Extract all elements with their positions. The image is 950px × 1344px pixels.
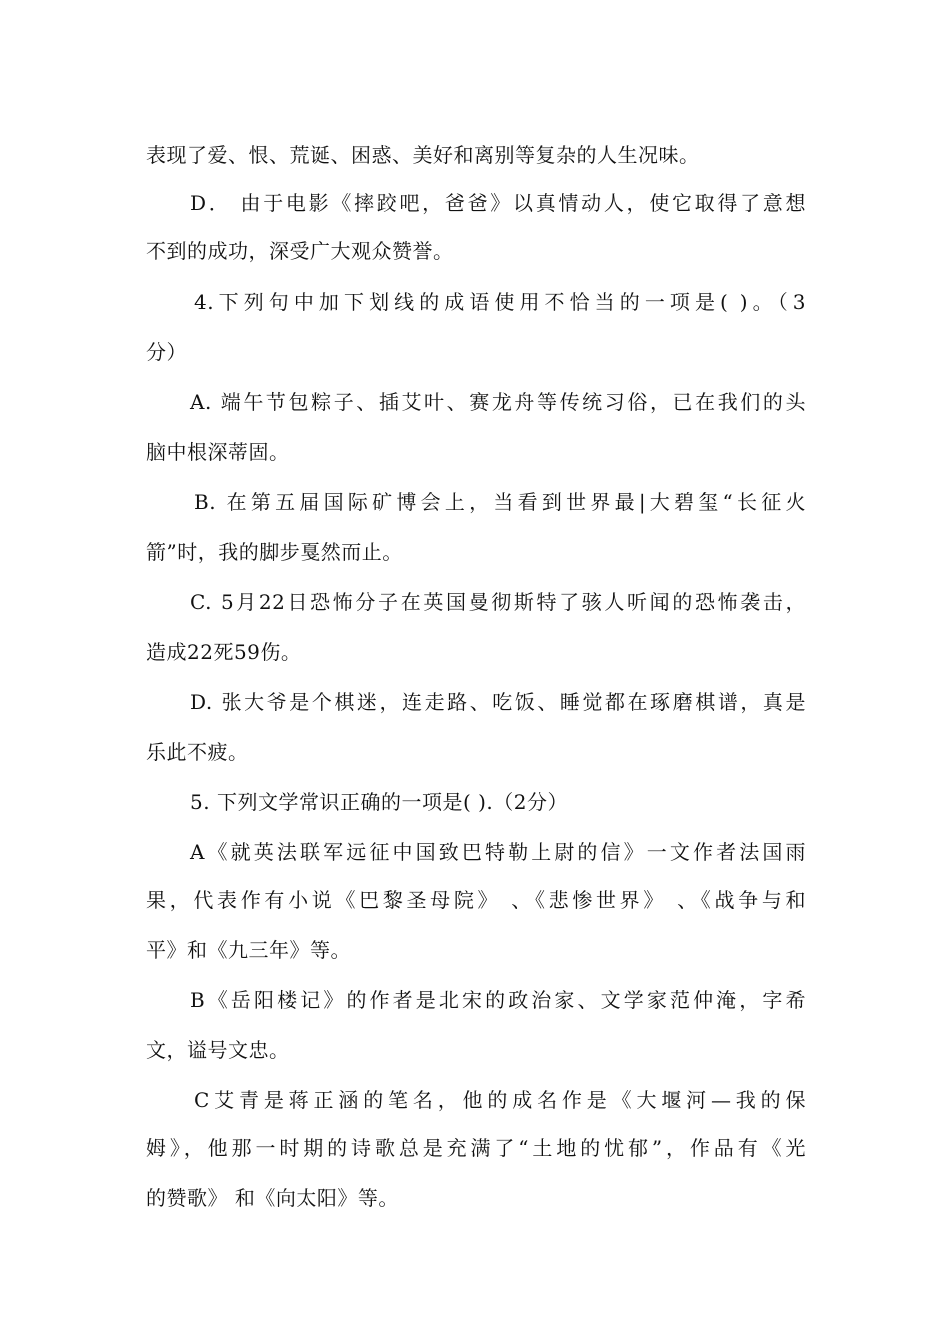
question-4-option-d: D. 张大爷是个棋迷，连走路、吃饭、睡觉都在琢磨棋谱，真是 [190, 690, 806, 714]
question-5-option-a: A《就英法联军远征中国致巴特勒上尉的信》一文作者法国雨 [190, 840, 806, 864]
question-5-option-c: 姆》，他那一时期的诗歌总是充满了“土地的忧郁”，作品有《光 [146, 1136, 806, 1160]
question-4-option-b: 箭”时，我的脚步戛然而止。 [146, 540, 403, 564]
paragraph-line: 表现了爱、恨、荒诞、困惑、美好和离别等复杂的人生况味。 [146, 143, 700, 167]
question-5-option-b: 文，谥号文忠。 [146, 1038, 290, 1062]
question-4-option-d: 乐此不疲。 [146, 740, 249, 764]
question-4-option-a: A. 端午节包粽子、插艾叶、赛龙舟等传统习俗，已在我们的头 [190, 390, 806, 414]
question-4-option-b: B. 在第五届国际矿博会上，当看到世界最|大碧玺“长征火 [194, 490, 806, 514]
question-5-option-c: 的赞歌》 和《向太阳》等。 [146, 1186, 399, 1210]
question-4-line: 4.下列句中加下划线的成语使用不恰当的一项是( )。（3 [194, 290, 806, 314]
question-4-option-a: 脑中根深蒂固。 [146, 440, 290, 464]
question-4-option-c: 造成22死59伤。 [146, 640, 302, 664]
question-5-option-a: 果，代表作有小说《巴黎圣母院》 、《悲惨世界》 、《战争与和 [146, 888, 806, 912]
question-4-line: 分） [146, 340, 187, 364]
question-5-option-b: B《岳阳楼记》的作者是北宋的政治家、文学家范仲淹，字希 [190, 988, 806, 1012]
option-d-line: D． 由于电影《摔跤吧，爸爸》以真情动人，使它取得了意想 [190, 191, 806, 215]
option-d-line: 不到的成功，深受广大观众赞誉。 [146, 239, 454, 263]
question-5-option-a: 平》和《九三年》等。 [146, 938, 351, 962]
question-5-line: 5. 下列文学常识正确的一项是( ).（2分） [190, 790, 568, 814]
question-4-option-c: C. 5月22日恐怖分子在英国曼彻斯特了骇人听闻的恐怖袭击， [190, 590, 806, 614]
question-5-option-c: C艾青是蒋正涵的笔名，他的成名作是《大堰河—我的保 [194, 1088, 806, 1112]
